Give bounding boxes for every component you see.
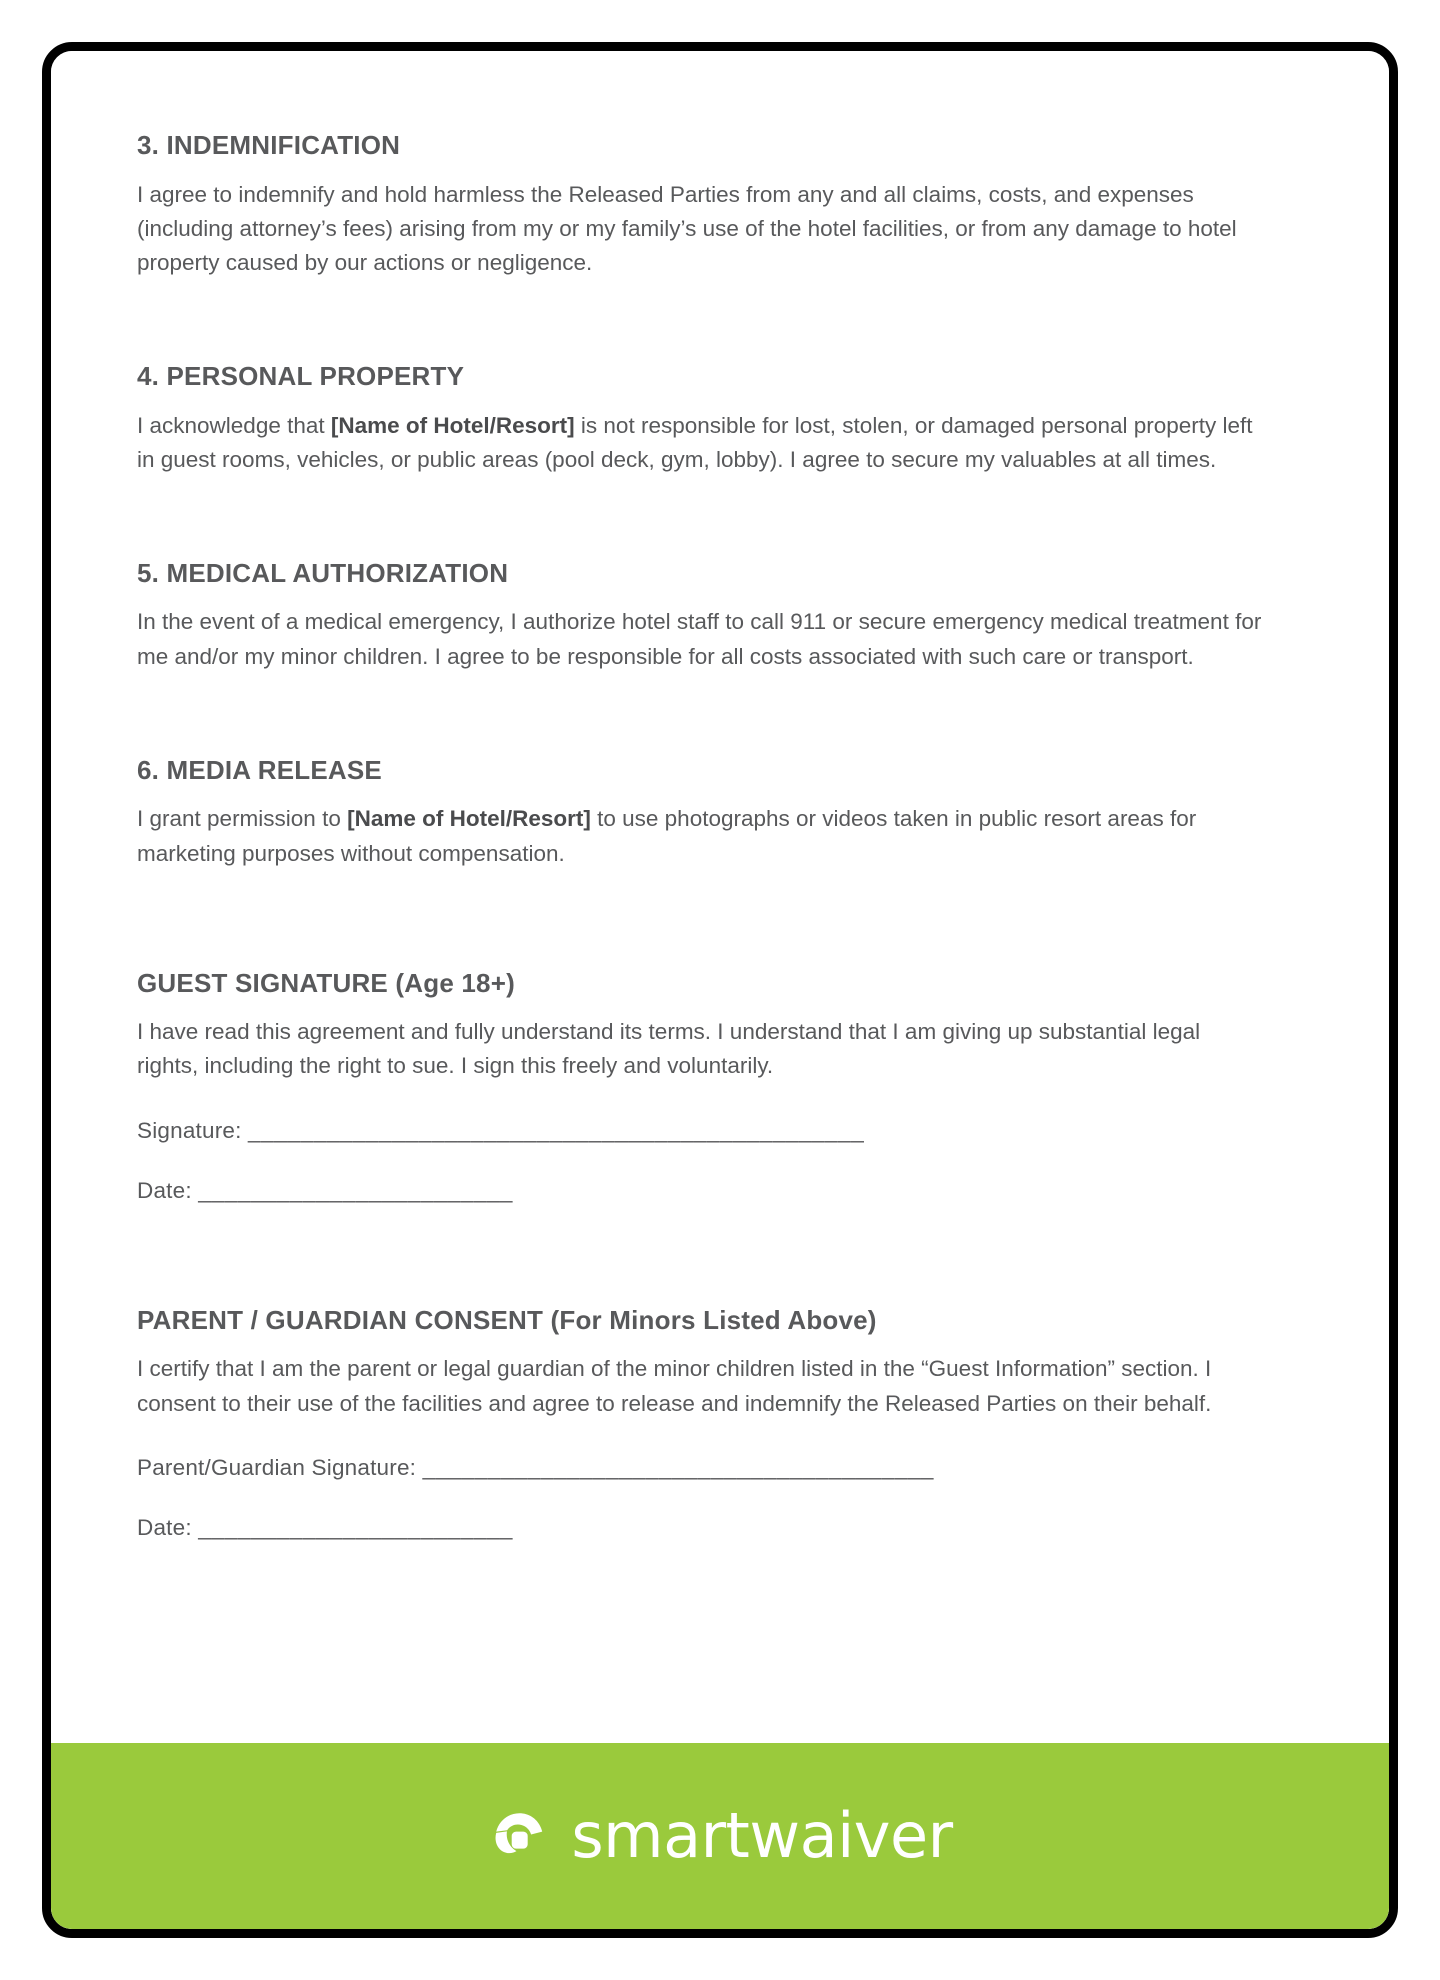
section-heading-personal-property: 4. PERSONAL PROPERTY [137,361,465,392]
parent-signature-line [137,1451,1303,1485]
hotel-name-placeholder: [Name of Hotel/Resort] [347,806,591,832]
guest-date-label: Date: [137,1177,199,1203]
smartwaiver-logo [487,1799,953,1872]
spacer [137,324,1303,360]
section-body-medical-authorization [137,605,1267,673]
section-personal-property [137,360,1303,477]
spacer [137,1252,1303,1304]
footer-brand-band [51,1743,1389,1929]
parent-signature-rule[interactable]: _______________________________________ [422,1454,935,1480]
smartwaiver-logo-icon [487,1805,549,1867]
section-heading-parent-guardian-consent: PARENT / GUARDIAN CONSENT (For Minors Listed Above) [137,1304,877,1335]
parent-date-line [137,1511,1303,1545]
section-medical-authorization [137,557,1303,674]
section-media-release [137,754,1303,871]
hotel-name-placeholder: [Name of Hotel/Resort] [330,412,575,438]
section-heading-medical-authorization: 5. MEDICAL AUTHORIZATION [137,557,509,588]
guest-signature-fields [137,1114,1303,1208]
parent-date-rule[interactable]: ________________________ [198,1515,513,1540]
section-body-text: I agree to indemnify and hold harmless the Released Parties from any and all claims, costs, and expenses (including attorney’s fees) arising from my or my family’s use of the hotel facilities, or from any damage to hotel property caused by our actions or negligence. [137,181,1237,275]
parent-date-label: Date: [137,1515,199,1540]
guest-signature-label: Signature: [137,1117,249,1143]
section-heading-indemnification: 3. INDEMNIFICATION [137,130,401,160]
section-guest-signature [137,967,1303,1208]
section-body-personal-property [137,409,1267,477]
guest-date-rule[interactable]: ________________________ [198,1177,513,1203]
spacer [137,521,1303,557]
spacer [137,718,1303,754]
spacer [137,915,1303,967]
guest-signature-rule[interactable]: _______________________________________________ [248,1117,865,1143]
section-body-text: In the event of a medical emergency, I authorize hotel staff to call 911 or secure emergency medical treatment for me and/or my minor children. I agree to be responsible for all costs associated with such care or transport. [137,609,1262,669]
section-body-media-release [137,802,1267,870]
section-body-text-pre: I grant permission to [137,806,348,832]
section-body-text-post: is not responsible for lost, stolen, or damaged personal property left in guest rooms, vehicles, or public areas (pool deck, gym, lobby). I agree to secure my valuables at all times. [137,412,1253,472]
section-indemnification [137,129,1303,280]
document-page [51,51,1389,1929]
section-body-indemnification [137,178,1267,281]
parent-signature-fields [137,1451,1303,1545]
document-page-frame [42,42,1398,1938]
guest-date-line [137,1174,1303,1208]
section-body-text-pre: I acknowledge that [137,412,331,438]
section-heading-guest-signature: GUEST SIGNATURE (Age 18+) [137,967,515,998]
parent-signature-label: Parent/Guardian Signature: [137,1454,423,1480]
guest-signature-line [137,1114,1303,1148]
smartwaiver-wordmark: smartwaiver [571,1799,953,1872]
section-heading-media-release: 6. MEDIA RELEASE [137,754,382,785]
section-body-guest-signature: I have read this agreement and fully understand its terms. I understand that I am giving up substantial legal rights, including the right to sue. I sign this freely and voluntarily. [137,1019,1201,1079]
section-parent-guardian-consent [137,1304,1303,1545]
section-body-text-post: to use photographs or videos taken in public resort areas for marketing purposes without compensation. [137,806,1197,866]
section-body-parent-guardian-consent: I certify that I am the parent or legal guardian of the minor children listed in the “Guest Information” section. I consent to their use of the facilities and agree to release and indemnify the Released Parties on their behalf. [137,1356,1212,1416]
document-content [51,51,1389,1743]
